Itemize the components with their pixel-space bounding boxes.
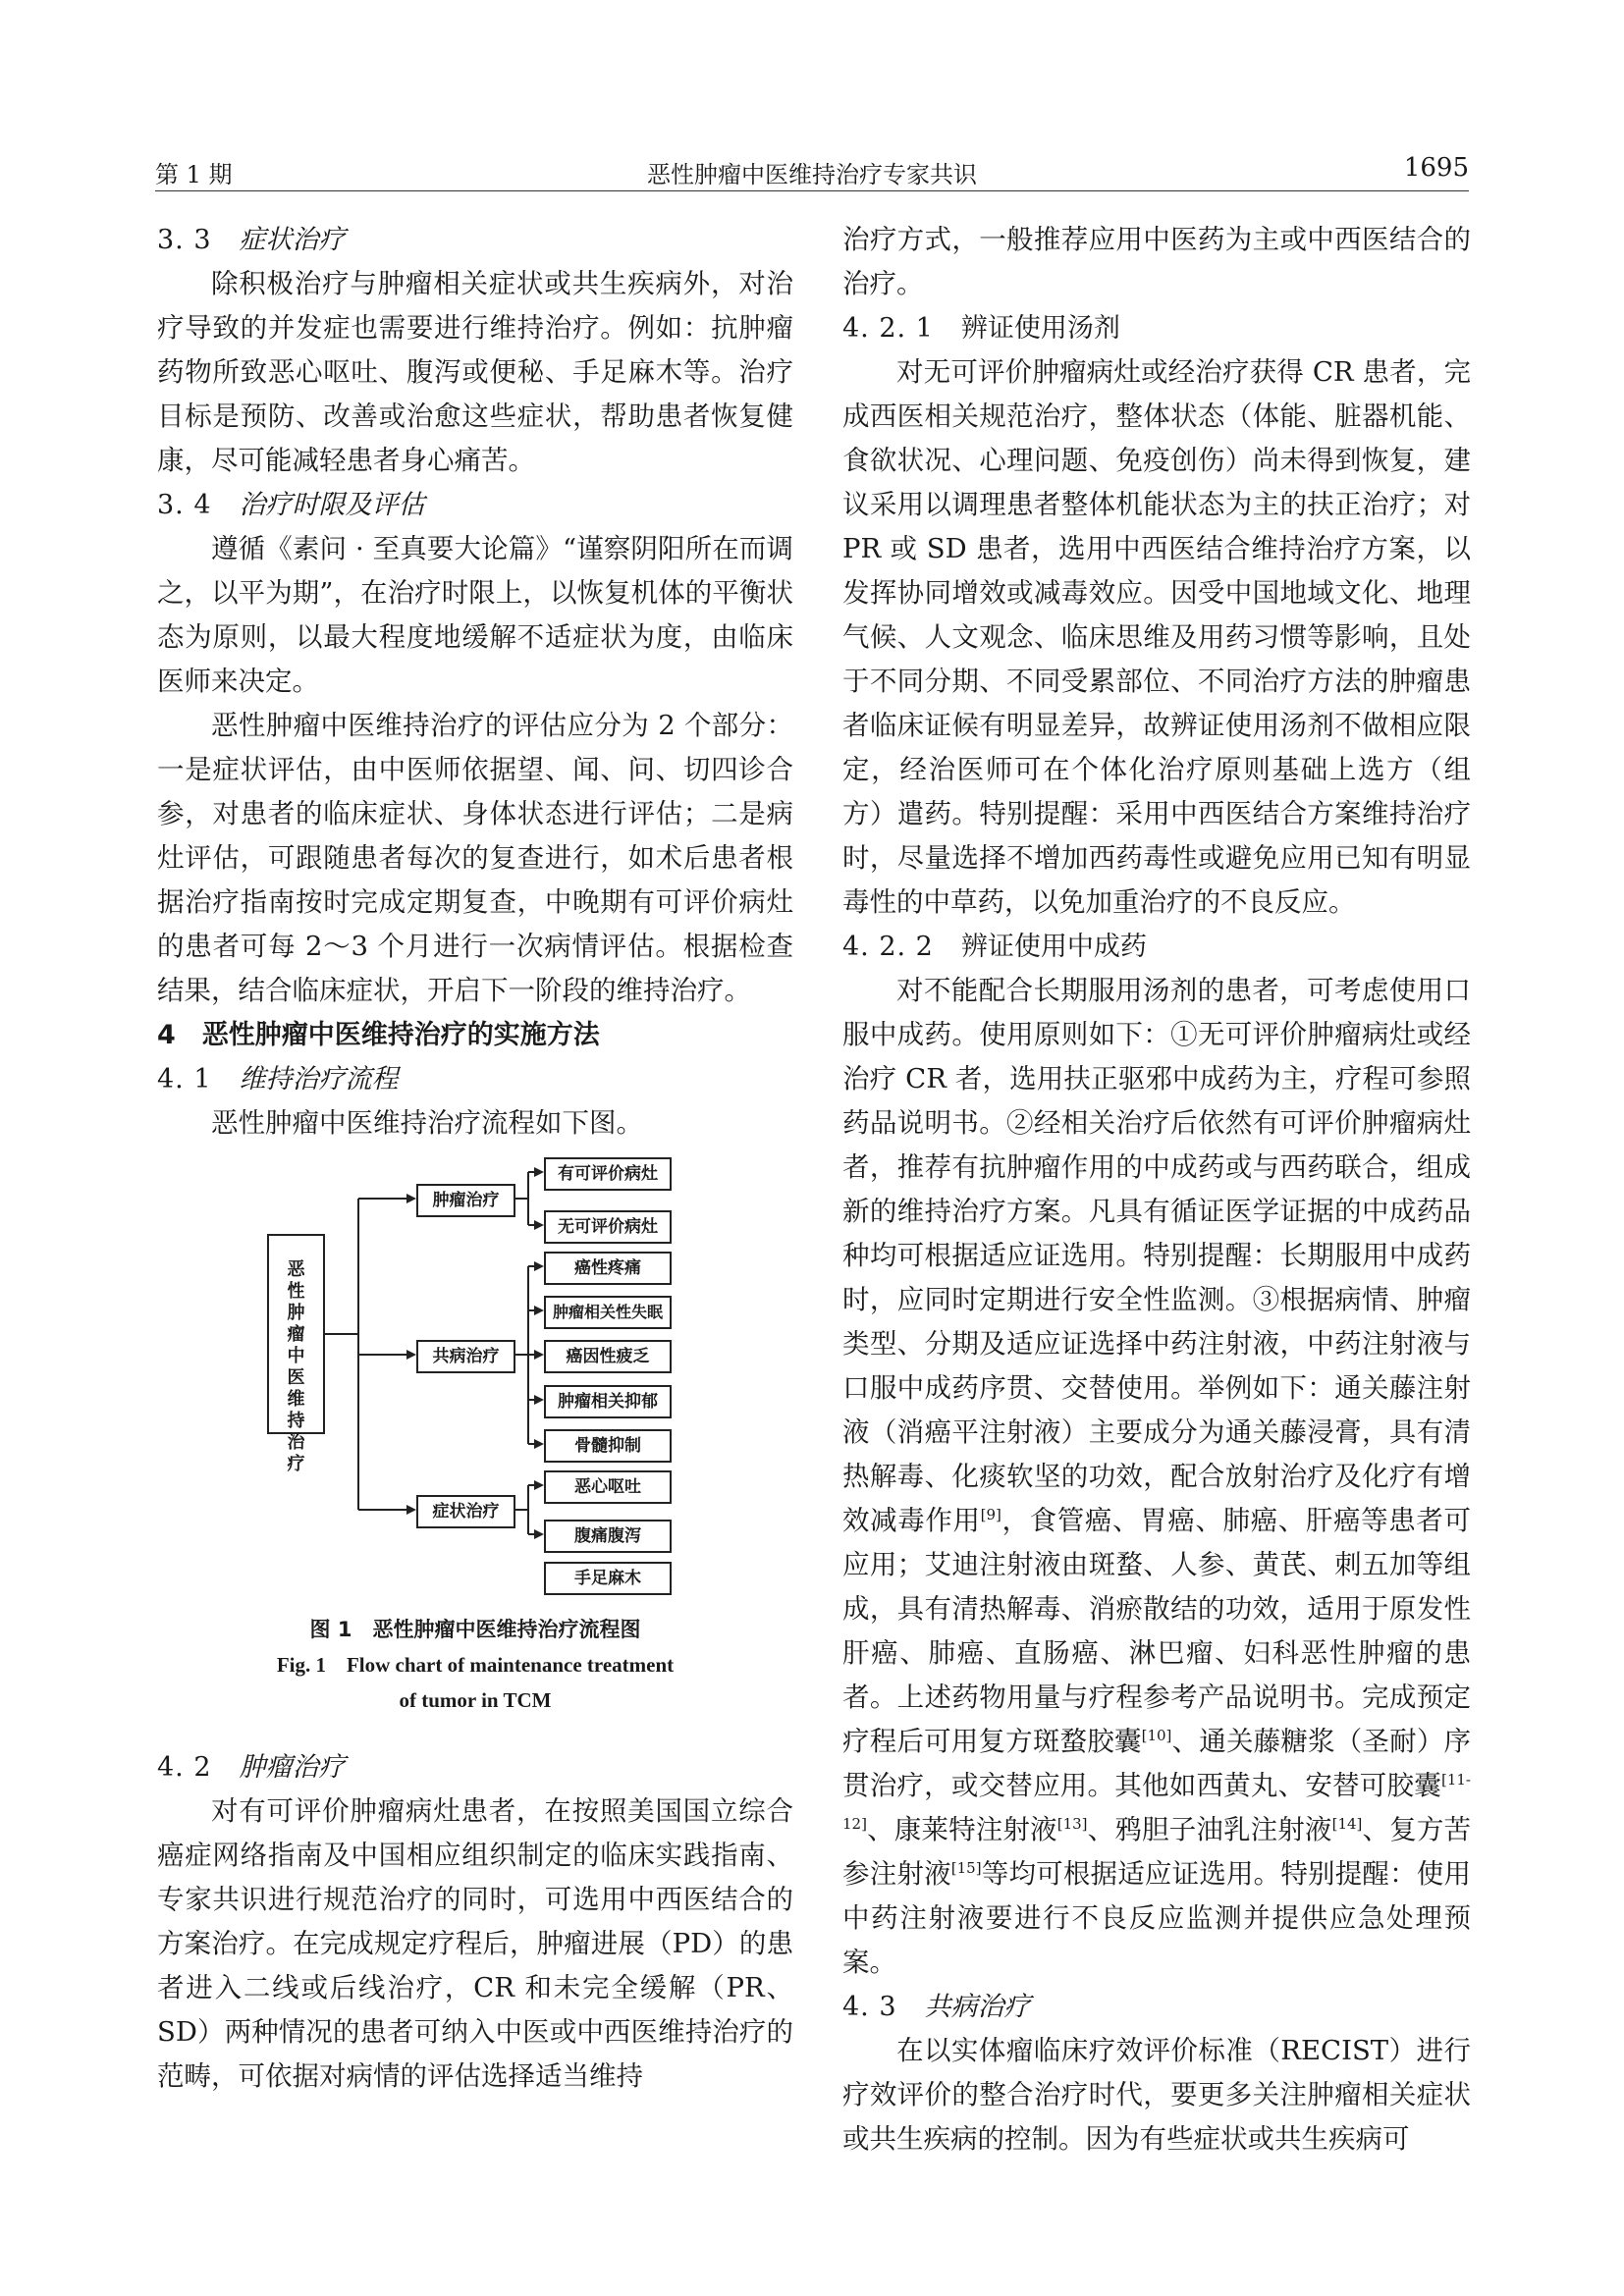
section-heading-4-2-2: 4. 2. 2 辨证使用中成药: [842, 932, 1147, 962]
flowchart-leaf: 肿瘤相关性失眠: [544, 1296, 672, 1329]
flowchart-leaf: 癌因性疲乏: [544, 1340, 672, 1373]
paragraph: 在以实体瘤临床疗效评价标准（RECIST）进行疗效评价的整合治疗时代，要更多关注肿瘤相关症状或共生疾病的控制。因为有些症状或共生疾病可: [842, 2035, 1471, 2155]
citation: [14]: [1331, 1814, 1363, 1833]
section-heading-4-1: 4. 1 维持治疗流程: [157, 1064, 399, 1095]
section-heading-4-2-1: 4. 2. 1 辨证使用汤剂: [842, 313, 1120, 344]
section-heading-4-3: 4. 3 共病治疗: [842, 1992, 1031, 2022]
paragraph: 除积极治疗与肿瘤相关症状或共生疾病外，对治疗导致的并发症也需要进行维持治疗。例如：抗肿瘤药物所致恶心呕吐、腹泻或便秘、手足麻木等。治疗目标是预防、改善或治愈这些症状，帮助患者恢复健康，尽可能减轻患者身心痛苦。: [157, 268, 793, 476]
figure-caption-en-line1: Fig. 1 Flow chart of maintenance treatment: [276, 1653, 675, 1677]
section-heading-3-4: 3. 4 治疗时限及评估: [157, 490, 425, 520]
spacer: [157, 1718, 793, 1745]
paragraph: 对不能配合长期服用汤剂的患者，可考虑使用口服中成药。使用原则如下：①无可评价肿瘤病灶或经治疗 CR 者，选用扶正驱邪中成药为主，疗程可参照药品说明书。②经相关治疗后依然有可评价肿瘤病灶者，推荐有抗肿瘤作用的中成药或与西药联合，组成新的维持治疗方案。凡具有循证医学证据的中成药品种均可根据适应证选用。特别提醒：长期服用中成药时，应同时定期进行安全性监测。③根据病情、肿瘤类型、分期及适应证选择中药注射液，中药注射液与口服中成药序贯、交替使用。举例如下：通关藤注射液（消癌平注射液）主要成分为通关藤浸膏，具有清热解毒、化痰软坚的功效，配合放射治疗及化疗有增效减毒作用[9]，食管癌、胃癌、肺癌、肝癌等患者可应用；艾迪注射液由斑蝥、人参、黄芪、刺五加等组成，具有清热解毒、消瘀散结的功效，适用于原发性肝癌、肺癌、直肠癌、淋巴瘤、妇科恶性肿瘤的患者。上述药物用量与疗程参考产品说明书。完成预定疗程后可用复方斑蝥胶囊[10]、通关藤糖浆（圣耐）序贯治疗，或交替应用。其他如西黄丸、安替可胶囊[11-12]、康莱特注射液[13]、鸦胆子油乳注射液[14]、复方苦参注射液[15]等均可根据适应证选用。特别提醒：使用中药注射液要进行不良反应监测并提供应急处理预案。: [842, 975, 1472, 1978]
figure-caption-cn: 图 1 恶性肿瘤中医维持治疗流程图: [309, 1618, 641, 1641]
flowchart-leaf: 肿瘤相关抑郁: [544, 1385, 672, 1418]
citation: [10]: [1141, 1726, 1172, 1744]
paragraph: 恶性肿瘤中医维持治疗流程如下图。: [211, 1107, 643, 1139]
citation: [15]: [950, 1858, 982, 1877]
right-column: [842, 218, 1471, 2162]
flowchart-group-tumor-treatment: 肿瘤治疗: [416, 1184, 515, 1217]
flowchart-leaf: 癌性疼痛: [544, 1252, 672, 1285]
flowchart-group-symptom-treatment: 症状治疗: [416, 1495, 515, 1528]
paragraph: 恶性肿瘤中医维持治疗的评估应分为 2 个部分：一是症状评估，由中医师依据望、闻、问、切四诊合参，对患者的临床症状、身体状态进行评估；二是病灶评估，可跟随患者每次的复查进行，如术后患者根据治疗指南按时完成定期复查，中晚期有可评价病灶的患者可每 2～3 个月进行一次病情评估。根据检查结果，结合临床症状，开启下一阶段的维持治疗。: [157, 710, 793, 1006]
running-header: [155, 147, 1469, 191]
flowchart-leaf: 骨髓抑制: [544, 1429, 672, 1463]
paragraph: 遵循《素问 · 至真要大论篇》“谨察阴阳所在而调之，以平为期”，在治疗时限上，以恢复机体的平衡状态为原则，以最大程度地缓解不适症状为度，由临床医师来决定。: [157, 533, 793, 697]
issue-number: 第 1 期: [155, 161, 233, 188]
journal-title: 恶性肿瘤中医维持治疗专家共识: [647, 161, 977, 188]
flowchart-group-comorbidity-treatment: 共病治疗: [416, 1340, 515, 1373]
flowchart-connectors: [157, 1149, 793, 1606]
flowchart-figure: [157, 1149, 793, 1606]
section-heading-4-2: 4. 2 肿瘤治疗: [157, 1752, 346, 1783]
section-heading-4: 4 恶性肿瘤中医维持治疗的实施方法: [157, 1020, 600, 1050]
flowchart-leaf: 腹痛腹泻: [544, 1520, 672, 1553]
section-heading-3-3: 3. 3 症状治疗: [157, 225, 346, 255]
flowchart-leaf: 有可评价病灶: [544, 1157, 672, 1191]
flowchart-leaf: 手足麻木: [544, 1562, 672, 1595]
flowchart-leaf: 恶心呕吐: [544, 1470, 672, 1504]
page-number: 1695: [1403, 153, 1469, 183]
paragraph: 对有可评价肿瘤病灶患者，在按照美国国立综合癌症网络指南及中国相应组织制定的临床实践指南、专家共识进行规范治疗的同时，可选用中西医结合的方案治疗。在完成规定疗程后，肿瘤进展（PD）的患者进入二线或后线治疗，CR 和未完全缓解（PR、SD）两种情况的患者可纳入中医或中西医维持治疗的范畴，可依据对病情的评估选择适当维持: [157, 1795, 793, 2092]
flowchart-root-box: 恶 性 肿 瘤 中 医 维 持 治 疗: [267, 1234, 325, 1434]
citation: [11-12]: [842, 1770, 1471, 1833]
citation: [9]: [980, 1505, 1001, 1523]
paragraph: 对无可评价肿瘤病灶或经治疗获得 CR 患者，完成西医相关规范治疗，整体状态（体能、脏器机能、食欲状况、心理问题、免疫创伤）尚未得到恢复，建议采用以调理患者整体机能状态为主的扶正治疗；对 PR 或 SD 患者，选用中西医结合维持治疗方案，以发挥协同增效或减毒效应。因受中国地域文化、地理气候、人文观念、临床思维及用药习惯等影响，且处于不同分期、不同受累部位、不同治疗方法的肿瘤患者临床证候有明显差异，故辨证使用汤剂不做相应限定，经治医师可在个体化治疗原则基础上选方（组方）遣药。特别提醒：采用中西医结合方案维持治疗时，尽量选择不增加西药毒性或避免应用已知有明显毒性的中草药，以免加重治疗的不良反应。: [842, 356, 1471, 918]
citation: [13]: [1056, 1814, 1088, 1833]
paragraph-continued: 治疗方式，一般推荐应用中医药为主或中西医结合的治疗。: [842, 224, 1471, 299]
flowchart-leaf: 无可评价病灶: [544, 1210, 672, 1244]
figure-caption-en-line2: of tumor in TCM: [399, 1688, 552, 1712]
left-column: [157, 218, 793, 2099]
